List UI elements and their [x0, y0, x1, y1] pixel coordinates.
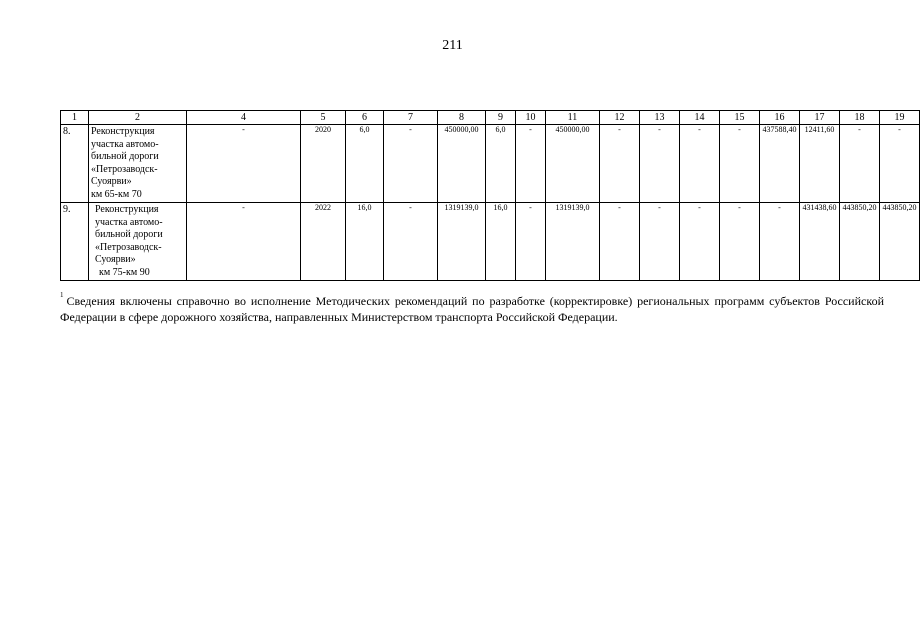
- object-name-line: км 75-км 90: [99, 266, 150, 278]
- col-header: 18: [840, 111, 880, 125]
- cell-col7: -: [384, 203, 438, 281]
- cell-col16: -: [760, 203, 800, 281]
- object-name: [89, 203, 187, 281]
- cell-col12: -: [600, 203, 640, 281]
- cell-col11: 450000,00: [546, 125, 600, 203]
- footnote-mark: 1: [60, 291, 64, 299]
- col-header: 9: [486, 111, 516, 125]
- cell-col14: -: [680, 125, 720, 203]
- cell-col18: 443850,20: [840, 203, 880, 281]
- footnote: [60, 293, 884, 325]
- cell-col8: 450000,00: [438, 125, 486, 203]
- cell-col5: 2020: [301, 125, 346, 203]
- object-name-line: Реконструкция: [95, 204, 159, 215]
- cell-col16: 437588,40: [760, 125, 800, 203]
- cell-col4: -: [187, 203, 301, 281]
- col-header: 5: [301, 111, 346, 125]
- cell-col13: -: [640, 203, 680, 281]
- col-header: 16: [760, 111, 800, 125]
- row-number: 9.: [61, 203, 89, 281]
- cell-col17: 12411,60: [800, 125, 840, 203]
- cell-col15: -: [720, 203, 760, 281]
- object-name-line: Реконструкция: [91, 126, 155, 137]
- object-name-line: бильной дороги: [91, 151, 159, 162]
- col-header: 14: [680, 111, 720, 125]
- cell-col4: -: [187, 125, 301, 203]
- cell-col15: -: [720, 125, 760, 203]
- object-name: [89, 125, 187, 203]
- col-header: 6: [346, 111, 384, 125]
- cell-col6: 6,0: [346, 125, 384, 203]
- object-name-line: км 65-км 70: [91, 188, 142, 200]
- col-header: 15: [720, 111, 760, 125]
- table-header-row: [61, 111, 920, 125]
- object-name-line: Суоярви»: [95, 254, 136, 265]
- object-name-line: «Петрозаводск-: [91, 163, 158, 175]
- object-name-line: бильной дороги: [95, 229, 163, 240]
- object-name-line: участка автомо-: [91, 138, 159, 150]
- object-name-line: «Петрозаводск-: [95, 241, 162, 253]
- col-header: 13: [640, 111, 680, 125]
- cell-col6: 16,0: [346, 203, 384, 281]
- object-name-line: Суоярви»: [91, 176, 132, 187]
- cell-col13: -: [640, 125, 680, 203]
- col-header: 12: [600, 111, 640, 125]
- table-row: [61, 125, 920, 203]
- cell-col11: 1319139,0: [546, 203, 600, 281]
- footnote-text: Сведения включены справочно во исполнение Методических рекомендаций по разработке (корректировке) региональных программ субъектов Российской Федерации в сфере дорожного хозяйства, направленных Министерством транспорта Российской Федерации.: [60, 294, 884, 325]
- col-header: 1: [61, 111, 89, 125]
- cell-col10: -: [516, 203, 546, 281]
- cell-col7: -: [384, 125, 438, 203]
- cell-col10: -: [516, 125, 546, 203]
- cell-col19: -: [880, 125, 920, 203]
- object-name-line: участка автомо-: [95, 216, 163, 228]
- col-header: 19: [880, 111, 920, 125]
- cell-col8: 1319139,0: [438, 203, 486, 281]
- cell-col17: 431438,60: [800, 203, 840, 281]
- cell-col9: 6,0: [486, 125, 516, 203]
- col-header: 7: [384, 111, 438, 125]
- cell-col19: 443850,20: [880, 203, 920, 281]
- col-header: 8: [438, 111, 486, 125]
- cell-col18: -: [840, 125, 880, 203]
- table-row: [61, 203, 920, 281]
- page-number: 211: [442, 38, 463, 53]
- col-header: 10: [516, 111, 546, 125]
- col-header: 11: [546, 111, 600, 125]
- cell-col9: 16,0: [486, 203, 516, 281]
- cell-col5: 2022: [301, 203, 346, 281]
- road-reconstruction-table: [60, 110, 920, 281]
- row-number: 8.: [61, 125, 89, 203]
- cell-col14: -: [680, 203, 720, 281]
- col-header: 17: [800, 111, 840, 125]
- col-header: 4: [187, 111, 301, 125]
- cell-col12: -: [600, 125, 640, 203]
- col-header: 2: [89, 111, 187, 125]
